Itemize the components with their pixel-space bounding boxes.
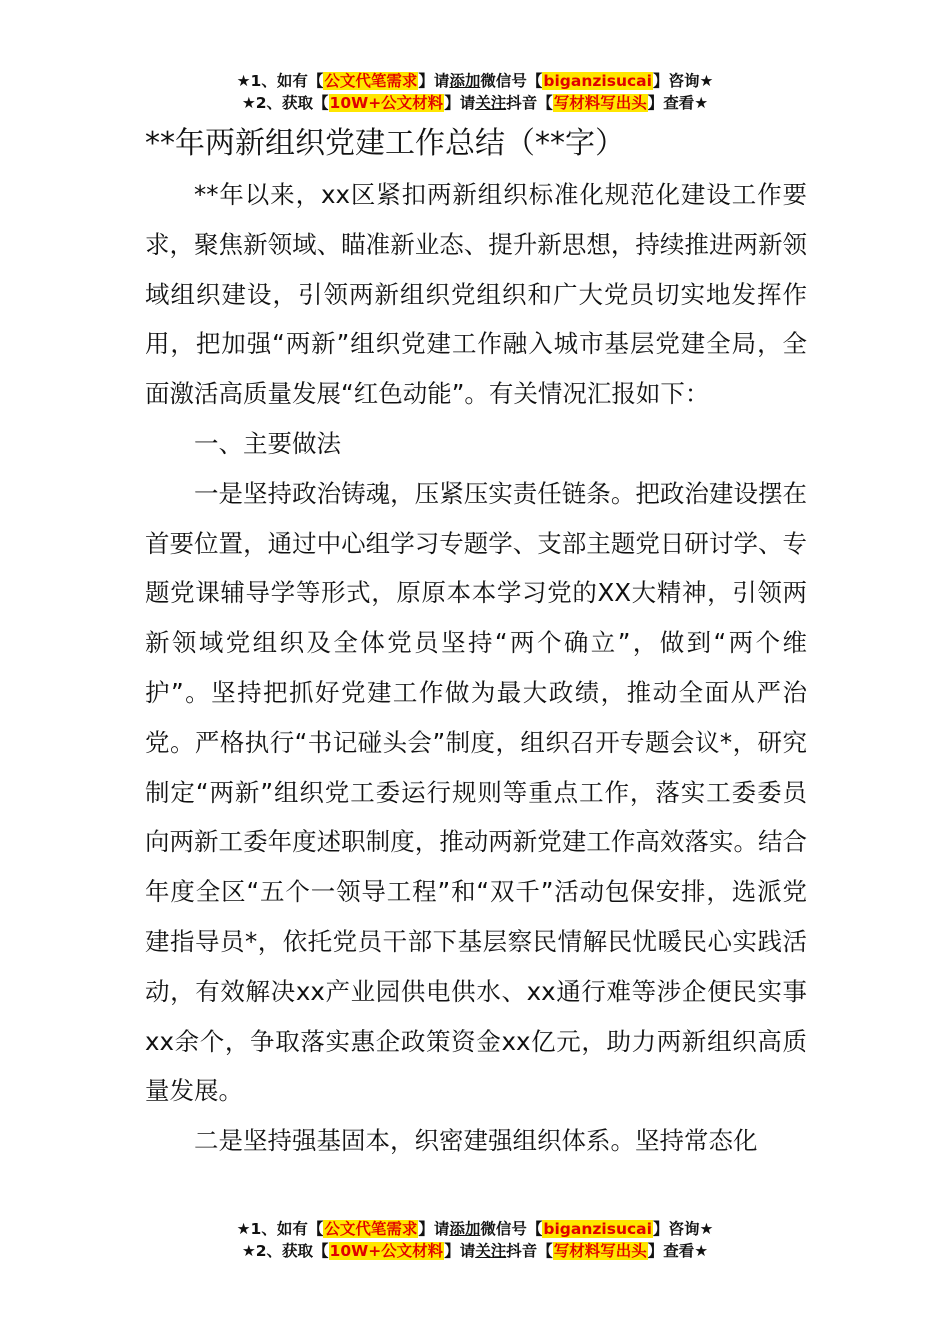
document-title: **年两新组织党建工作总结（**字）	[145, 126, 625, 161]
header-banner	[0, 70, 950, 114]
body-paragraph-2: 二是坚持强基固本，织密建强组织体系。坚持常态化	[194, 1126, 758, 1156]
highlight-materials: 10W+公文材料	[329, 94, 444, 112]
highlight-materials: 10W+公文材料	[329, 1242, 444, 1260]
banner-line-1: ★1、如有【公文代笔需求】请添加微信号【biganzisucai】咨询★	[236, 72, 714, 90]
highlight-douyin-id: 写材料写出头	[553, 1242, 647, 1260]
banner-line-1: ★1、如有【公文代笔需求】请添加微信号【biganzisucai】咨询★	[236, 1220, 714, 1238]
document-body	[145, 170, 807, 1166]
highlight-wechat-id: biganzisucai	[543, 1220, 652, 1238]
highlight-wechat-id: biganzisucai	[543, 72, 652, 90]
banner-line-2: ★2、获取【10W+公文材料】请关注抖音【写材料写出头】查看★	[241, 94, 709, 112]
section-heading: 一、主要做法	[194, 428, 341, 458]
highlight-service: 公文代笔需求	[324, 1220, 418, 1238]
footer-banner	[0, 1218, 950, 1262]
banner-line-2: ★2、获取【10W+公文材料】请关注抖音【写材料写出头】查看★	[241, 1242, 709, 1260]
body-paragraph-1: 一是坚持政治铸魂，压紧压实责任链条。把政治建设摆在首要位置，通过中心组学习专题学、支部主题党日研讨学、专题党课辅导学等形式，原原本本学习党的XX大精神，引领两新领域党组织及全体党员坚持“两个确立”，做到“两个维护”。坚持把抓好党建工作做为最大政绩，推动全面从严治党。严格执行“书记碰头会”制度，组织召开专题会议*，研究制定“两新”组织党工委运行规则等重点工作，落实工委委员向两新工委年度述职制度，推动两新党建工作高效落实。结合年度全区“五个一领导工程”和“双千”活动包保安排，选派党建指导员*，依托党员干部下基层察民情解民忧暖民心实践活动，有效解决xx产业园供电供水、xx通行难等涉企便民实事xx余个，争取落实惠企政策资金xx亿元，助力两新组织高质量发展。	[145, 478, 807, 1106]
highlight-douyin-id: 写材料写出头	[553, 94, 647, 112]
highlight-service: 公文代笔需求	[324, 72, 418, 90]
intro-paragraph: **年以来，xx区紧扣两新组织标准化规范化建设工作要求，聚焦新领域、瞄准新业态、提升新思想，持续推进两新领域组织建设，引领两新组织党组织和广大党员切实地发挥作用，把加强“两新”组织党建工作融入城市基层党建全局，全面激活高质量发展“红色动能”。有关情况汇报如下：	[145, 180, 807, 409]
